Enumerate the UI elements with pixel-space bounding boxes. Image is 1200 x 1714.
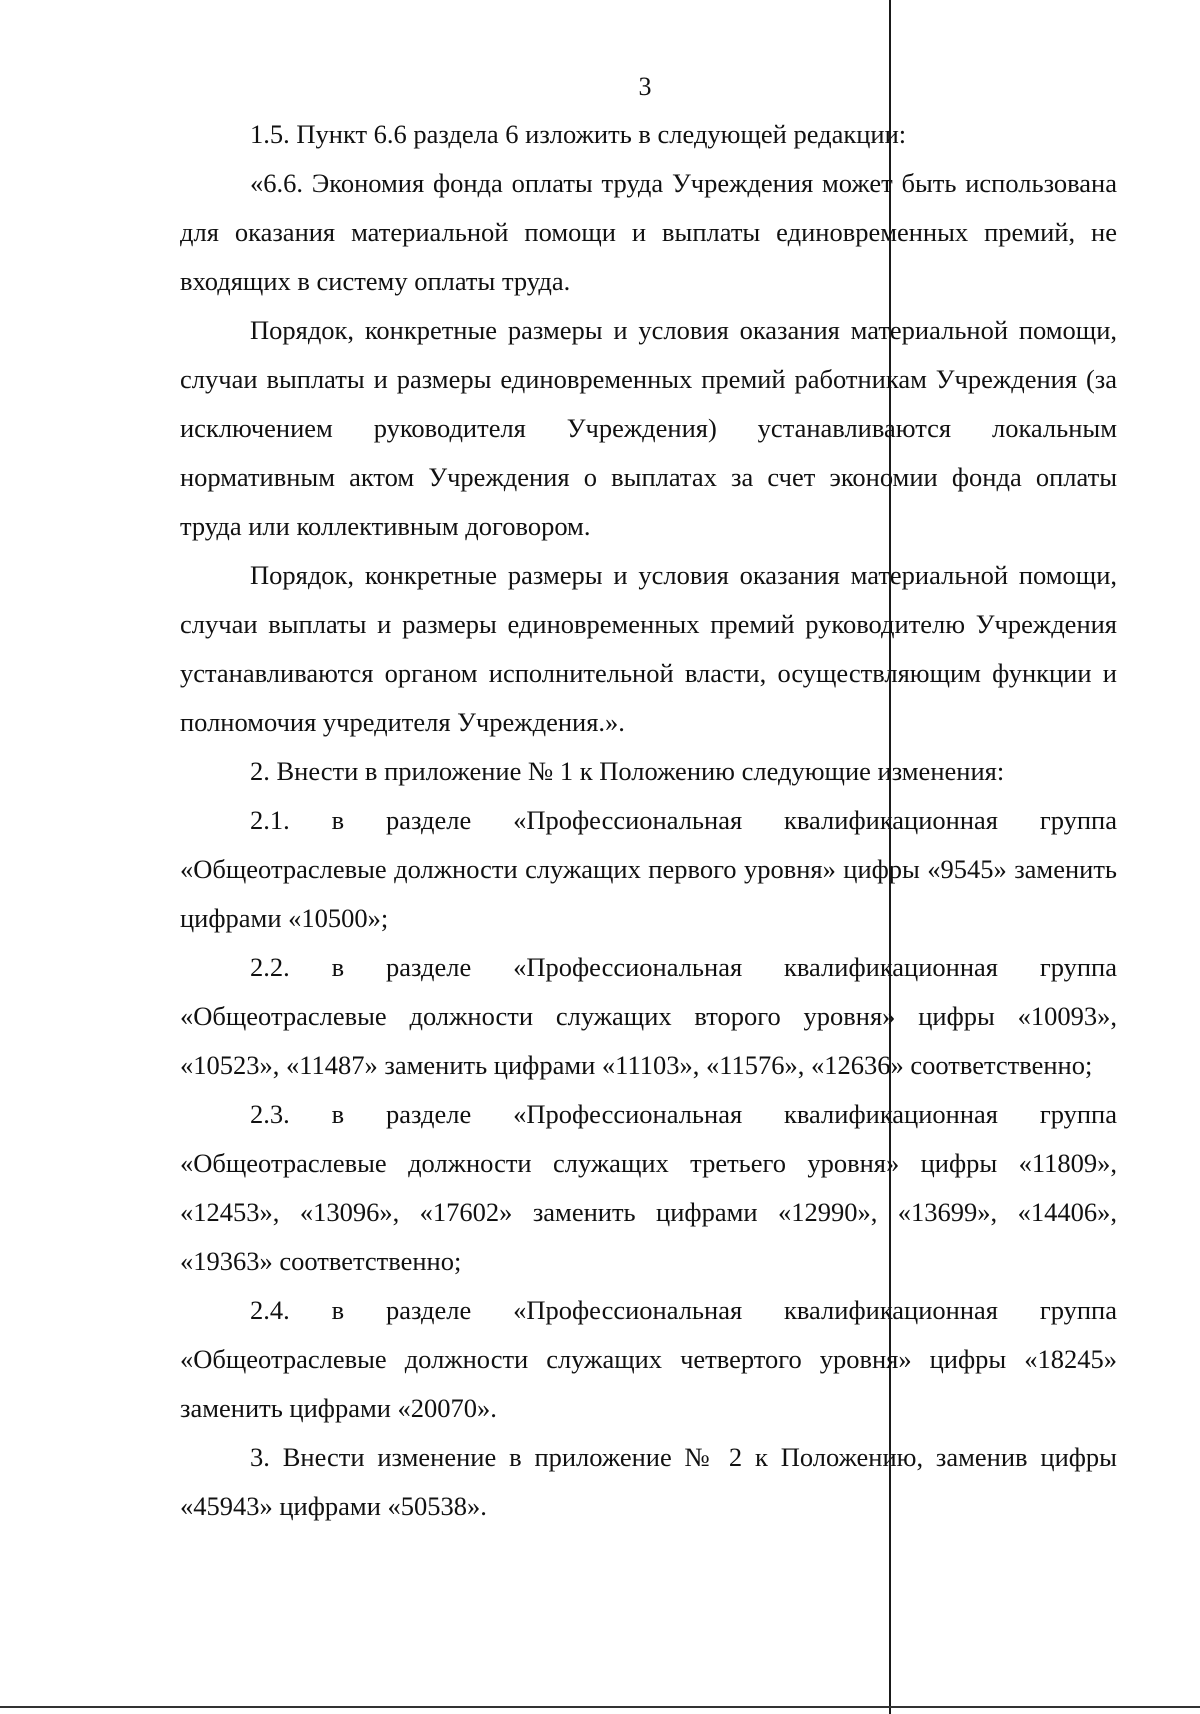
paragraph-2: 2. Внести в приложение № 1 к Положению следующие изменения: bbox=[250, 756, 1005, 786]
page-number: 3 bbox=[638, 72, 652, 101]
paragraph-2-4: 2.4. в разделе «Профессиональная квалификационная группа «Общеотраслевые должности служащих четвертого уровня» цифры «18245» заменить цифрами «20070». bbox=[180, 1295, 1117, 1423]
paragraph-1-5: 1.5. Пункт 6.6 раздела 6 изложить в следующей редакции: bbox=[250, 119, 907, 149]
scan-artifact-bottom-line bbox=[0, 1706, 1200, 1708]
paragraph-order-director: Порядок, конкретные размеры и условия оказания материальной помощи, случаи выплаты и размеры единовременных премий руководителю Учреждения устанавливаются органом исполнительной власти, осуществляющим функции и полномочия учредителя Учреждения.». bbox=[180, 560, 1117, 737]
paragraph-3: 3. Внести изменение в приложение № 2 к Положению, заменив цифры «45943» цифрами «50538». bbox=[180, 1442, 1117, 1521]
paragraph-2-1: 2.1. в разделе «Профессиональная квалификационная группа «Общеотраслевые должности служащих первого уровня» цифры «9545» заменить цифрами «10500»; bbox=[180, 805, 1117, 933]
paragraph-6-6: «6.6. Экономия фонда оплаты труда Учреждения может быть использована для оказания материальной помощи и выплаты единовременных премий, не входящих в систему оплаты труда. bbox=[180, 168, 1117, 296]
paragraph-order-workers: Порядок, конкретные размеры и условия оказания материальной помощи, случаи выплаты и размеры единовременных премий работникам Учреждения (за исключением руководителя Учреждения) устанавливаются локальным нормативным актом Учреждения о выплатах за счет экономии фонда оплаты труда или коллективным договором. bbox=[180, 315, 1117, 541]
paragraph-2-3: 2.3. в разделе «Профессиональная квалификационная группа «Общеотраслевые должности служащих третьего уровня» цифры «11809», «12453», «13096», «17602» заменить цифрами «12990», «13699», «14406», «19363» соответственно; bbox=[180, 1099, 1117, 1276]
paragraph-2-2: 2.2. в разделе «Профессиональная квалификационная группа «Общеотраслевые должности служащих второго уровня» цифры «10093», «10523», «11487» заменить цифрами «11103», «11576», «12636» соответственно; bbox=[180, 952, 1117, 1080]
document-body bbox=[180, 110, 1117, 1531]
